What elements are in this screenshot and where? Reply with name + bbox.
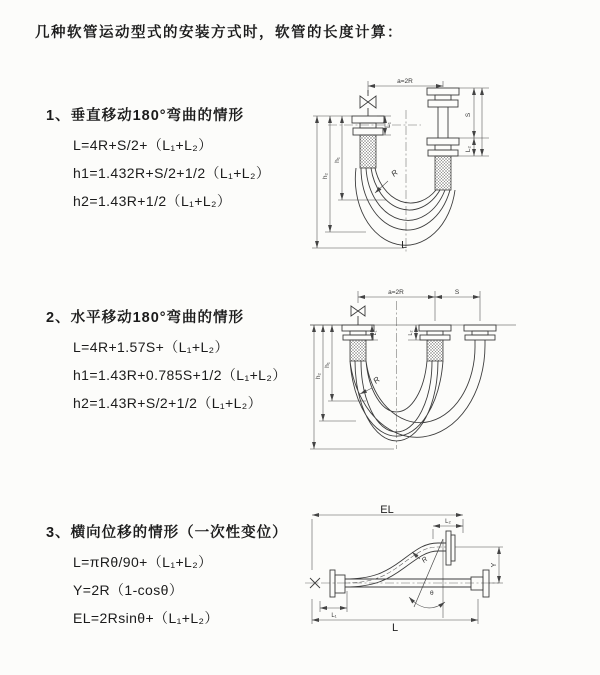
formula-h2: h2=1.43R+1/2（L₁+L₂）	[73, 193, 232, 209]
dim-label-s: S	[454, 289, 460, 296]
diagram-vertical-180-bend	[308, 72, 593, 257]
radius-label: R	[420, 555, 430, 565]
dim-label-a2r: a=2R	[397, 78, 413, 85]
dim-label-l2: L₂	[445, 519, 451, 525]
u-bend-arcs	[350, 345, 485, 441]
formula-h2: h2=1.43R+S/2+1/2（L₁+L₂）	[73, 395, 263, 411]
s-curve-hose	[345, 543, 446, 587]
flange-right-lower	[427, 138, 459, 156]
dim-label-h1: h₁	[334, 157, 341, 163]
dim-label-l1: L₁	[331, 613, 337, 619]
dim-label-l1: L₁	[385, 122, 392, 128]
section-1-heading: 1、垂直移动180°弯曲的情形	[46, 108, 245, 124]
hose-assembly	[330, 531, 489, 597]
flange-right-upper	[427, 88, 459, 107]
formula-y: Y=2R（1-cosθ）	[73, 582, 184, 598]
section-lateral-displacement	[46, 521, 288, 632]
formula-l: L=4R+1.57S+（L₁+L₂）	[73, 339, 229, 355]
dim-label-h1: h₁	[324, 362, 331, 368]
dim-label-l2: L₂	[465, 145, 472, 153]
dim-label-l: L	[391, 622, 399, 634]
section-horizontal-movement	[46, 306, 287, 417]
dim-label-l1: L₁	[372, 330, 378, 336]
dim-label-s: S	[465, 112, 472, 118]
formula-l: L=πRθ/90+（L₁+L₂）	[73, 554, 213, 570]
flange-middle	[419, 325, 451, 340]
radius-label: R	[389, 167, 400, 179]
flange-right-original	[471, 570, 489, 597]
flange-right	[464, 325, 496, 340]
valve-icon	[351, 306, 365, 325]
dim-label-y: Y	[491, 562, 498, 568]
diagram-lateral-displacement	[303, 503, 513, 653]
page-title: 几种软管运动型式的安装方式时，软管的长度计算：	[35, 25, 403, 41]
formula-el: EL=2Rsinθ+（L₁+L₂）	[73, 610, 219, 626]
formula-h1: h1=1.43R+0.785S+1/2（L₁+L₂）	[73, 367, 287, 383]
formula-l: L=4R+S/2+（L₁+L₂）	[73, 137, 213, 153]
hose-assembly	[310, 306, 516, 441]
dimension-lines	[312, 515, 503, 624]
braid-section-middle	[427, 340, 443, 361]
radius-label: R	[371, 374, 382, 386]
hose-assembly	[352, 88, 459, 245]
length-label: L	[401, 239, 407, 251]
dim-label-h2: h₂	[315, 372, 322, 380]
flange-left	[342, 325, 374, 340]
section-3-heading: 3、横向位移的情形（一次性变位）	[46, 525, 288, 541]
dimension-lines	[312, 81, 489, 248]
dim-label-l2: L₂	[408, 330, 414, 336]
angle-label: θ	[430, 590, 434, 597]
dim-label-h2: h₂	[322, 172, 329, 180]
neck-right	[475, 340, 485, 345]
dim-label-el: EL	[380, 504, 394, 516]
braid-section-left	[350, 340, 366, 361]
braid-section-left	[360, 135, 376, 168]
section-2-heading: 2、水平移动180°弯曲的情形	[46, 310, 245, 326]
flange-top-displaced	[446, 531, 455, 565]
diagram-horizontal-180-bend	[308, 281, 593, 456]
formula-h1: h1=1.432R+S/2+1/2（L₁+L₂）	[73, 165, 271, 181]
flange-left	[330, 570, 345, 597]
dimension-lines	[310, 291, 480, 449]
pipe-right	[438, 107, 448, 138]
dim-label-a2r: a=2R	[388, 289, 404, 296]
flange-left	[352, 116, 384, 135]
section-vertical-movement	[46, 104, 270, 215]
braid-section-right	[435, 156, 451, 190]
valve-icon	[360, 90, 376, 116]
